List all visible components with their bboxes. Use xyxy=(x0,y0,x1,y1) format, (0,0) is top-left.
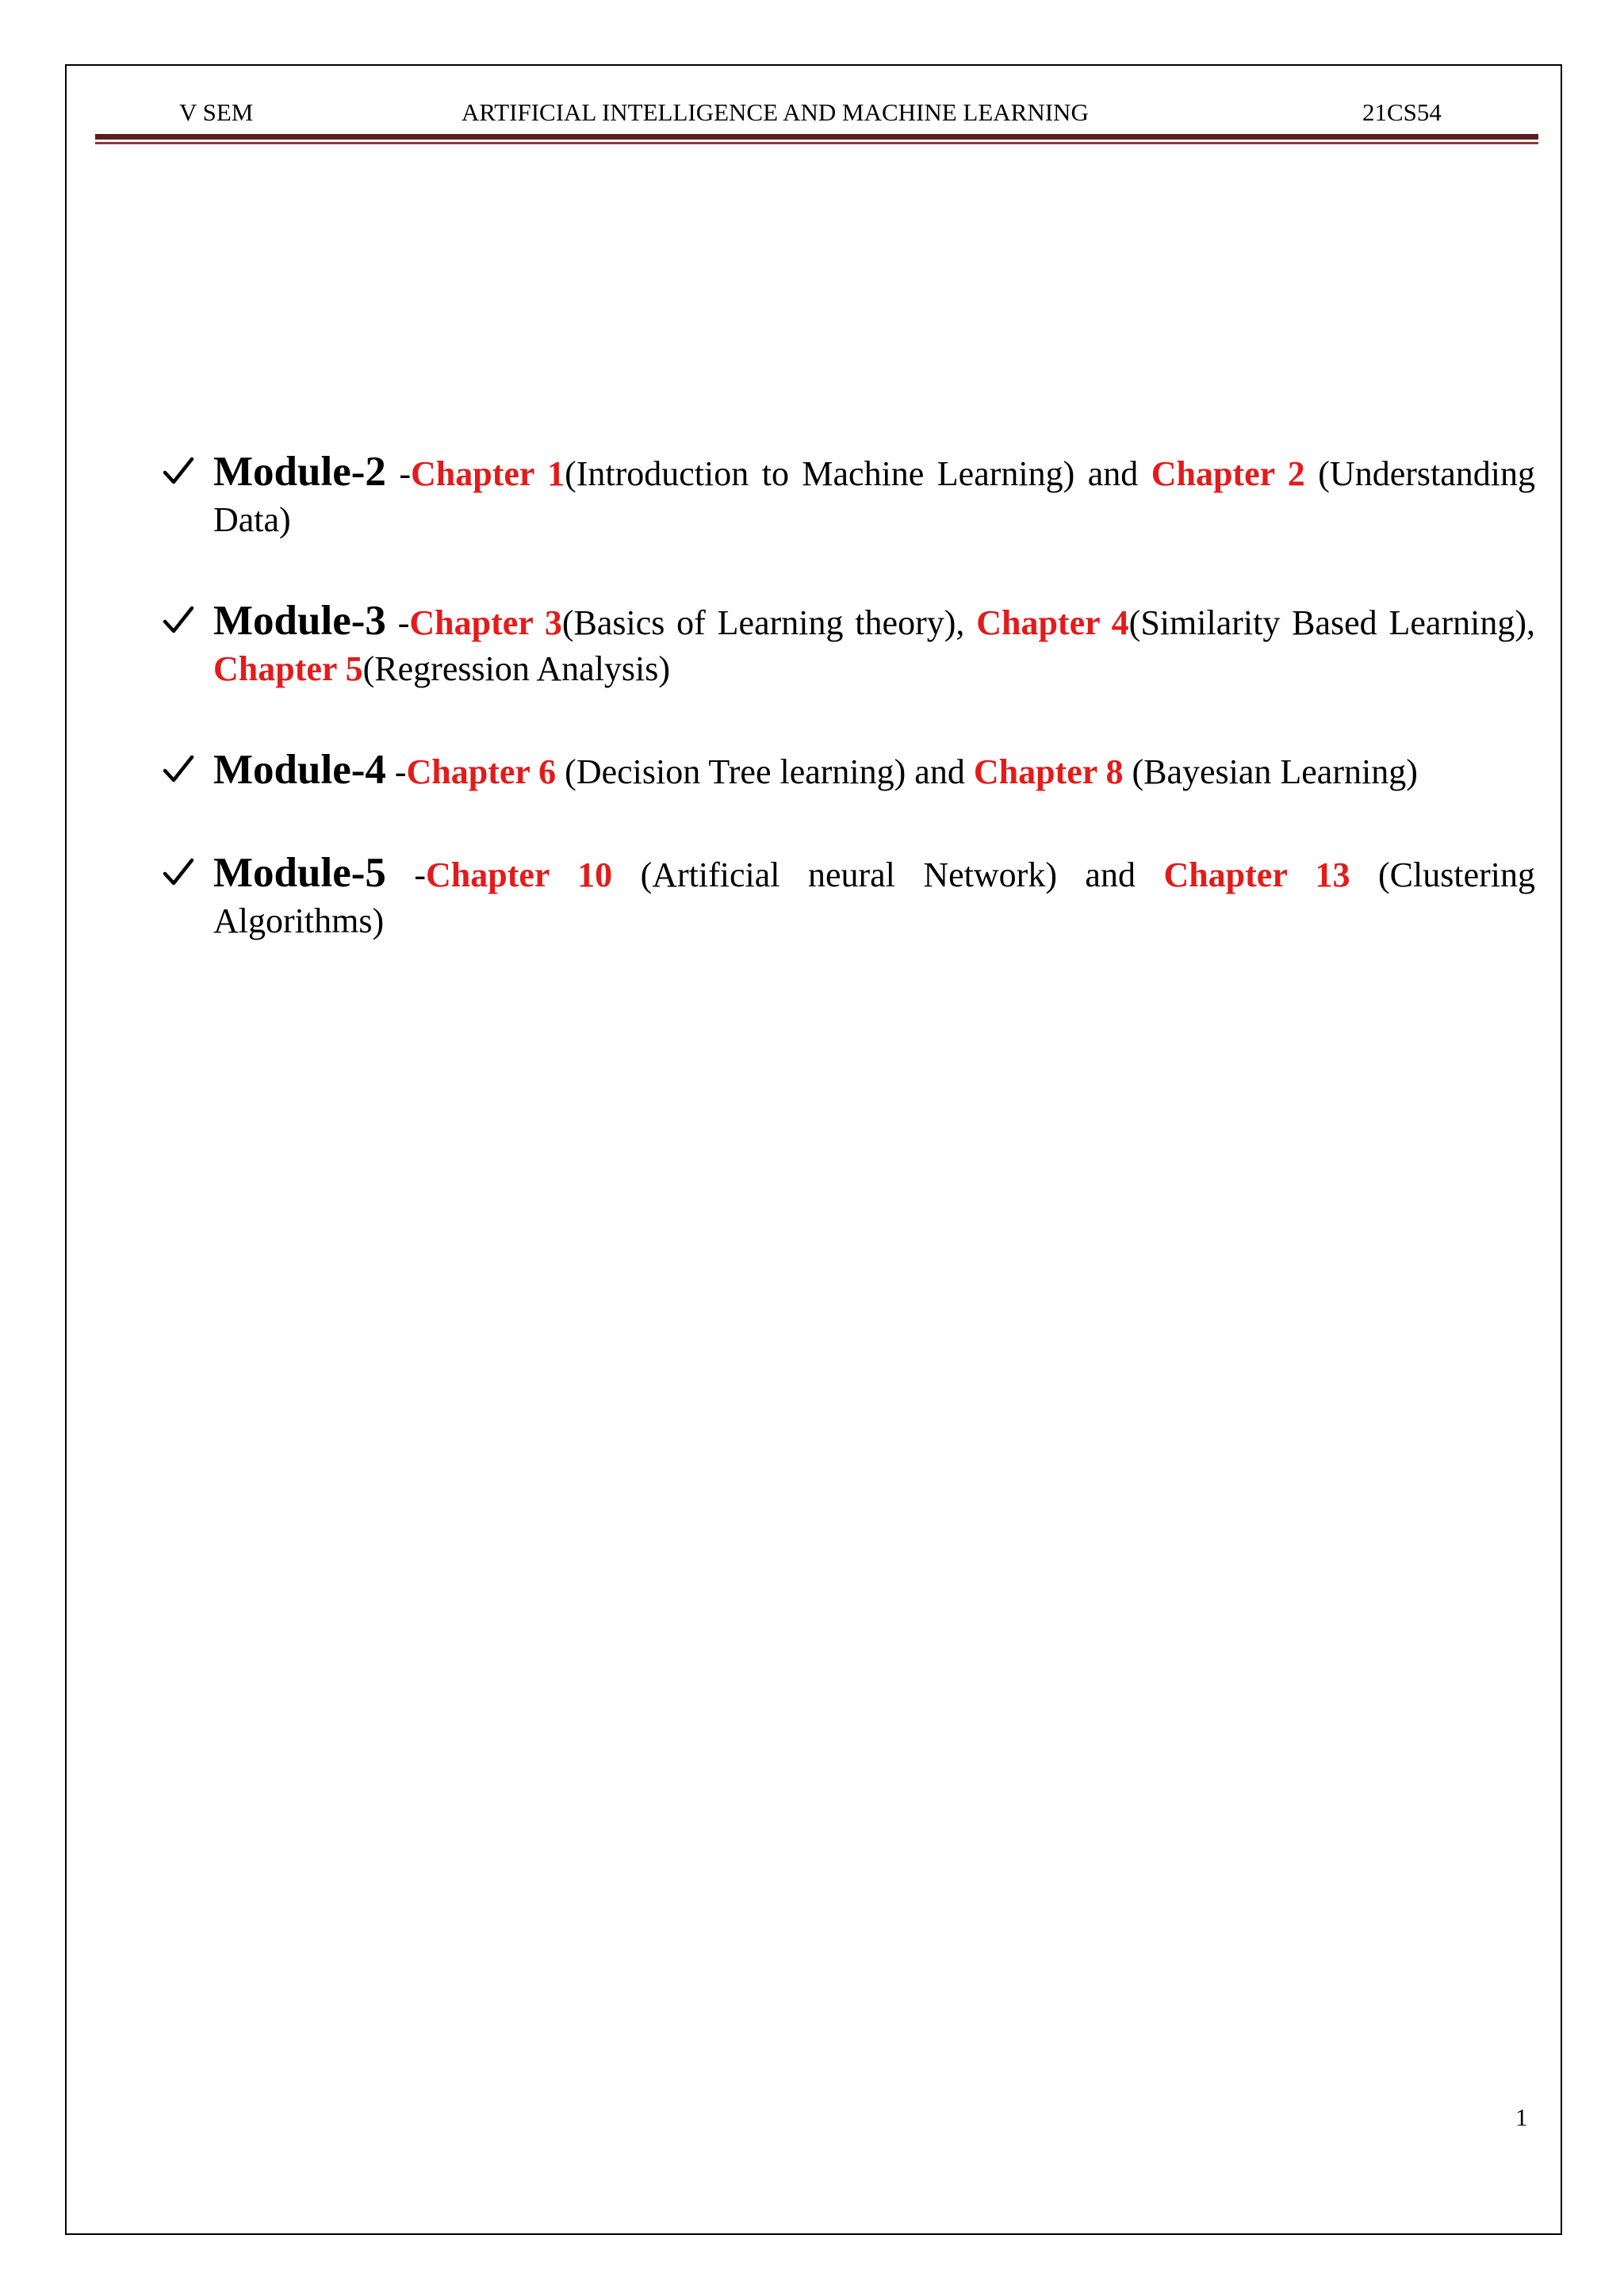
checkmark-icon xyxy=(163,856,194,888)
chapter-ref: Chapter 2 xyxy=(1151,454,1305,493)
chapter-desc: (Artificial neural Network) and xyxy=(612,855,1164,894)
chapter-desc: (Regression Analysis) xyxy=(362,649,671,688)
module-list xyxy=(163,449,1535,999)
page-border xyxy=(65,64,1562,2235)
module-item-2 xyxy=(163,449,1535,543)
module-dash: - xyxy=(385,855,426,894)
module-item-5 xyxy=(163,850,1535,944)
chapter-ref: Chapter 5 xyxy=(213,649,363,688)
module-text xyxy=(213,598,1535,692)
module-item-4 xyxy=(163,747,1535,795)
chapter-ref: Chapter 13 xyxy=(1163,855,1350,894)
module-text xyxy=(213,850,1535,944)
chapter-ref: Chapter 4 xyxy=(976,603,1129,642)
module-label: Module-4 xyxy=(213,747,386,793)
chapter-ref: Chapter 1 xyxy=(411,454,565,493)
chapter-desc: (Introduction to Machine Learning) and xyxy=(565,454,1151,493)
header-course-title: ARTIFICIAL INTELLIGENCE AND MACHINE LEARNING xyxy=(462,98,1089,126)
module-dash: - xyxy=(385,603,410,642)
chapter-desc: (Basics of Learning theory), xyxy=(561,603,977,642)
chapter-ref: Chapter 6 xyxy=(406,752,557,791)
checkmark-icon xyxy=(163,753,194,785)
module-item-3 xyxy=(163,598,1535,692)
checkmark-icon xyxy=(163,455,194,487)
header-rule-thin xyxy=(95,142,1538,144)
module-label: Module-5 xyxy=(213,850,386,896)
chapter-desc: (Similarity Based Learning), xyxy=(1128,603,1535,642)
page-header xyxy=(0,97,1624,128)
page-number: 1 xyxy=(1515,2103,1528,2131)
module-text xyxy=(213,747,1535,795)
chapter-desc: (Understanding Data) xyxy=(213,454,1535,539)
chapter-desc: (Clustering Algorithms) xyxy=(213,855,1535,940)
header-course-code: 21CS54 xyxy=(1362,98,1442,126)
module-dash: - xyxy=(385,752,407,791)
chapter-desc: (Decision Tree learning) and xyxy=(556,752,974,791)
chapter-desc: (Bayesian Learning) xyxy=(1123,752,1418,791)
module-dash: - xyxy=(385,454,411,493)
header-rule-thick xyxy=(95,134,1538,140)
chapter-ref: Chapter 8 xyxy=(973,752,1124,791)
module-label: Module-3 xyxy=(213,598,386,644)
module-label: Module-2 xyxy=(213,449,386,495)
module-text xyxy=(213,449,1535,543)
chapter-ref: Chapter 10 xyxy=(426,855,613,894)
checkmark-icon xyxy=(163,604,194,636)
chapter-ref: Chapter 3 xyxy=(409,603,562,642)
header-semester: V SEM xyxy=(179,98,254,126)
